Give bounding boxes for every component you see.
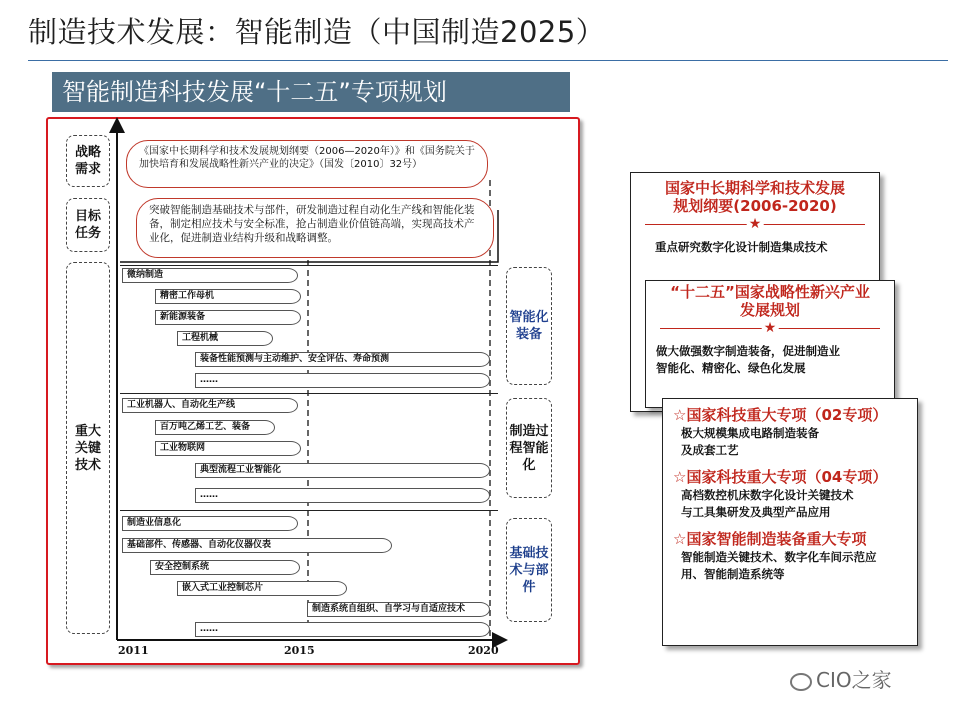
group2-label-line2: 过程 — [509, 423, 549, 456]
group3-label-line2: 技术 — [509, 545, 549, 578]
card3-body-2-line2: 与工具集研发及典型产品应用 — [681, 505, 831, 519]
label-strategy — [66, 135, 110, 187]
tech-item: …… — [195, 622, 490, 637]
group2-label-line1: 制造 — [509, 423, 536, 439]
label-strategy-line2: 需求 — [74, 162, 101, 177]
group3-label-line3: 与部件 — [522, 562, 549, 595]
card3-head-3: ☆国家智能制造装备重大专项 — [673, 530, 867, 548]
tech-item: 精密工作母机 — [155, 289, 301, 304]
label-key-tech-line2: 关键 — [74, 440, 101, 456]
page-title: 制造技术发展：智能制造（中国制造2025） — [28, 15, 606, 49]
group1-label — [506, 267, 552, 385]
tech-item: 百万吨乙烯工艺、装备 — [155, 420, 275, 435]
label-strategy-line1: 战略 — [74, 145, 101, 160]
card3-body-1-line2: 及成套工艺 — [681, 443, 739, 457]
card3-body-3-line1: 智能制造关键技术、数字化车间示范应 — [681, 550, 877, 564]
tech-item: 制造系统自组织、自学习与自适应技术 — [307, 602, 490, 617]
tech-item: …… — [195, 488, 490, 503]
label-goal-line2: 任务 — [74, 226, 101, 241]
group2-label-line3: 智能化 — [522, 440, 549, 473]
card1-title-line1: 国家中长期科学和技术发展 — [664, 179, 845, 197]
card2-title-line2: 发展规划 — [739, 301, 800, 319]
star-icon: ★ — [748, 216, 762, 232]
group2-top-line — [120, 393, 498, 394]
policy-card-3 — [662, 398, 918, 646]
label-key-tech-line3: 技术 — [74, 457, 101, 473]
section-banner: 智能制造科技发展“十二五”专项规划 — [52, 72, 570, 112]
year-start: 2011 — [118, 644, 149, 657]
tech-item: 嵌入式工业控制芯片 — [177, 581, 347, 596]
group1-label-line2: 装备 — [515, 327, 542, 342]
card2-body-line1: 做大做强数字制造装备，促进制造业 — [656, 344, 840, 358]
card3-body-2-line1: 高档数控机床数字化设计关键技术 — [681, 488, 854, 502]
card1-body: 重点研究数字化设计制造集成技术 — [655, 240, 828, 254]
tech-item: 制造业信息化 — [122, 516, 298, 531]
strategy-oval: 《国家中长期科学和技术发展规划纲要（2006—2020年）》和《国务院关于加快培育和发展战略性新兴产业的决定》（国发〔2010〕32号） — [126, 140, 488, 188]
card2-star-row — [660, 321, 880, 337]
card3-body-3 — [673, 549, 917, 583]
card2-body-line2: 智能化、精密化、绿色化发展 — [656, 361, 806, 375]
tech-item: 微纳制造 — [122, 268, 298, 283]
group3-top-line — [120, 510, 498, 511]
label-key-tech-line1: 重大 — [74, 423, 101, 439]
card1-star-row — [645, 217, 865, 233]
tech-item: 安全控制系统 — [150, 560, 300, 575]
tech-item: 典型流程工业智能化 — [195, 463, 490, 478]
card3-body-1-line1: 极大规模集成电路制造装备 — [681, 426, 819, 440]
star-icon: ★ — [763, 320, 777, 336]
card1-title-line2: 规划纲要(2006-2020) — [673, 197, 837, 215]
group2-label — [506, 398, 552, 498]
card3-head-1: ☆国家科技重大专项（02专项） — [673, 406, 888, 424]
card3-body-2 — [673, 487, 917, 521]
tech-item: 工程机械 — [177, 331, 273, 346]
policy-card-2 — [645, 280, 895, 408]
tech-item: 新能源装备 — [155, 310, 301, 325]
card2-body — [646, 337, 894, 377]
label-goal-line1: 目标 — [74, 209, 101, 224]
card3-body-3-line2: 用、智能制造系统等 — [681, 567, 785, 581]
goal-oval: 突破智能制造基础技术与部件，研发制造过程自动化生产线和智能化装备，制定相应技术与安全标准，抢占制造业价值链高端，实现高技术产业化，促进制造业结构升级和战略调整。 — [136, 198, 494, 258]
card3-body-1 — [673, 425, 917, 459]
tech-item: …… — [195, 373, 490, 388]
year-end: 2020 — [468, 644, 499, 657]
label-key-tech — [66, 262, 110, 634]
group3-label-line1: 基础 — [509, 545, 536, 561]
watermark — [790, 664, 892, 693]
card3-head-2: ☆国家科技重大专项（04专项） — [673, 468, 888, 486]
label-goal — [66, 198, 110, 252]
year-mid: 2015 — [284, 644, 315, 657]
group1-label-line1: 智能化 — [509, 310, 549, 325]
tech-item: 基础部件、传感器、自动化仪器仪表 — [122, 538, 392, 553]
tech-item: 工业物联网 — [155, 441, 301, 456]
tech-item: 装备性能预测与主动维护、安全评估、寿命预测 — [195, 352, 490, 367]
tech-item: 工业机器人、自动化生产线 — [122, 398, 298, 413]
group3-label — [506, 518, 552, 622]
wechat-icon — [790, 673, 812, 691]
card2-title-line1: “十二五”国家战略性新兴产业 — [670, 283, 870, 301]
group1-top-line — [120, 265, 498, 266]
watermark-text: CIO之家 — [816, 668, 892, 692]
